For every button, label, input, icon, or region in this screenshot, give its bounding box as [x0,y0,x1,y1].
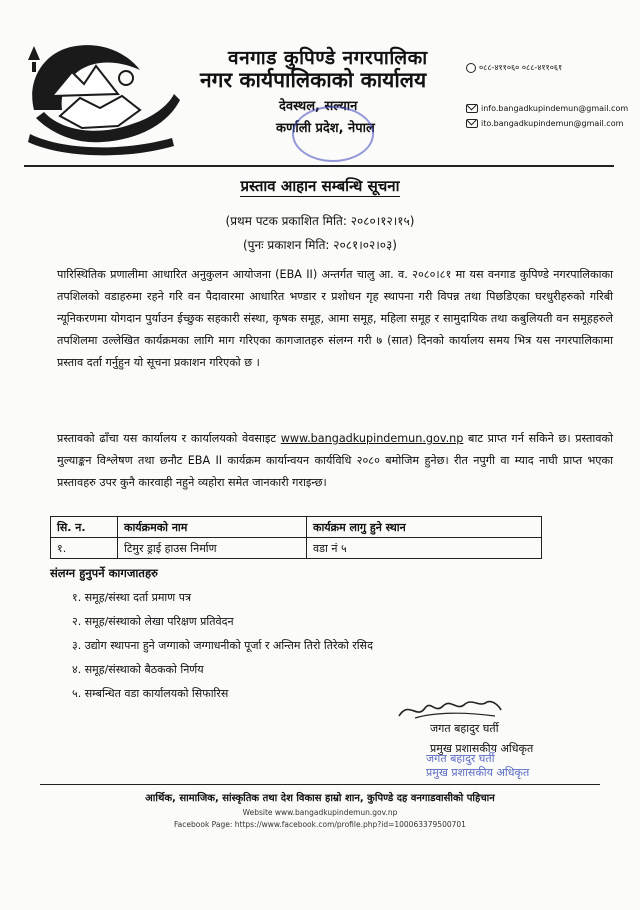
table-row [51,538,542,559]
signature [395,696,505,722]
paragraph-2-end: बाट प्राप्त गर्न सकिने छ। प्रस्तावको मुल्याङ्कन विश्लेषण तथा छनौट EBA II कार्यक्रम कार्यान्वयन कार्यविधि २०८० बमोजिम हुनेछ। रीत नपुगी वा म्याद नाघी प्राप्त भएका प्रस्तावहरु उपर कुनै कारवाही नहुने व्यहोरा समेत जानकारी गराइन्छ। [57,432,613,489]
mail-icon [466,119,478,128]
notice-title [0,176,640,196]
phone-contact [466,62,562,73]
notice-paragraph-1: पारिस्थितिक प्रणालीमा आधारित अनुकुलन आयोजना (EBA II) अन्तर्गत चालु आ. व. २०८०।८१ मा यस वनगाड कुपिण्डे नगरपालिकाका तपशिलको वडाहरुमा रहने गरि वन पैदावारमा आधारित भण्डार र प्रशोधन गृह स्थापना गरी विपन्न तथा पिछडिएका घरधुरीहरुको गरिबी न्यूनिकरणमा योगदान पुर्याउन ईच्छुक सहकारी संस्था, कृषक समूह, आमा समूह, महिला समूह र सामुदायिक तथा कबुलियती वन समूहहरुले तपशिलमा उल्लेखित कार्यक्रमका लागि माग गरिएका कागजातहरु संलग्न गरी ७ (सात) दिनको कार्यालय समय भित्र यस नगरपालिकामा प्रस्ताव दर्ता गर्नुहुन यो सूचना प्रकाशन गरिएको छ । [57,268,613,369]
email-it: ito.bangadkupindemun@gmail.com [481,119,624,128]
email-contact-info [466,104,628,113]
office-stamp [292,106,374,162]
cell-serial: १. [51,538,118,559]
cell-program: टिमुर ड्राई हाउस निर्माण [118,538,307,559]
table-header-row [51,517,542,538]
first-publication-date: (प्रथम पटक प्रकाशित मिति: २०८०।१२।१५) [225,214,415,228]
header-divider [24,165,614,167]
list-item: १. समूह/संस्था दर्ता प्रमाण पत्र [72,591,192,604]
stamp-title: प्रमुख प्रशासकीय अधिकृत [426,766,530,779]
list-item: ५. सम्बन्धित वडा कार्यालयको सिफारिस [72,687,229,700]
list-item: २. समूह/संस्थाको लेखा परिक्षण प्रतिवेदन [72,615,234,628]
mail-icon [466,104,478,113]
nepal-emblem-icon [22,38,192,156]
footer-divider [40,784,600,785]
stamp-name: जगत बहादुर घर्ती [426,752,495,765]
footer-facebook[interactable]: Facebook Page: https://www.facebook.com/profile.php?id=100063379500701 [174,820,466,829]
republication-date: (पुनः प्रकाशन मिति: २०८१।०२।०३) [243,238,397,252]
phone-icon [466,63,476,73]
col-serial: सि. न. [51,517,118,538]
program-table [50,516,542,559]
website-link[interactable]: www.bangadkupindemun.gov.np [280,432,464,445]
notice-paragraph-2 [57,428,613,494]
list-item: ४. समूह/संस्थाको बैठकको निर्णय [72,663,204,676]
footer-slogan: आर्थिक, सामाजिक, सांस्कृतिक तथा देश विकास हाम्रो शान, कुपिण्डे दह वनगाडवासीको पहिचान [145,793,495,804]
phone-numbers: ०८८-४११०६० ०८८-४११०६१ [479,63,563,72]
notice-title-text: प्रस्ताव आहान सम्बन्धि सूचना [240,177,400,195]
paragraph-2-start: प्रस्तावको ढाँचा यस कार्यालय र कार्यालयको वेवसाइट [57,432,281,445]
office-name: नगर कार्यपालिकाको कार्यालय [200,68,427,92]
email-info: info.bangadkupindemun@gmail.com [481,104,629,113]
list-item: ३. उद्योग स्थापना हुने जग्गाको जग्गाधनीको पूर्जा र अन्तिम तिरो तिरेको रसिद [72,639,373,652]
office-location: देवस्थल, सल्यान [279,99,358,114]
signatory-name: जगत बहादुर घर्ती [430,722,499,735]
cell-location: वडा नं ५ [307,538,542,559]
col-location: कार्यक्रम लागु हुने स्थान [307,517,542,538]
province-country: कर्णाली प्रदेश, नेपाल [276,121,375,136]
signatory-designation: प्रमुख प्रशासकीय अधिकृत [430,742,534,755]
footer-website[interactable]: Website www.bangadkupindemun.gov.np [242,808,398,817]
org-name: वनगाड कुपिण्डे नगरपालिका [228,47,428,69]
documents-heading: संलग्न हुनुपर्ने कागजातहरु [50,566,158,580]
documents-list [72,586,373,706]
col-program: कार्यक्रमको नाम [118,517,307,538]
email-contact-it [466,119,623,128]
signatory-stamp [426,752,561,780]
